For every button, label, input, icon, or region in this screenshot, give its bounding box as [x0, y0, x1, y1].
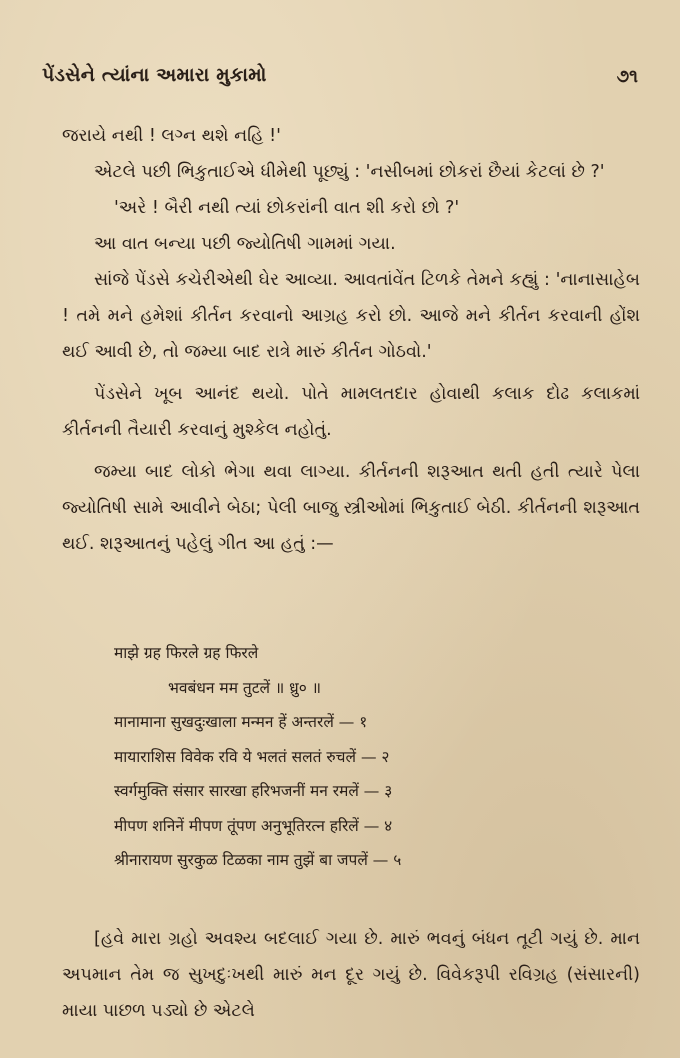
page-number: ૭૧	[616, 66, 638, 87]
paragraph: સાંજે પેંડસે કચેરીએથી ઘેર આવ્યા. આવતાંવેંત ટિળકે તેમને કહ્યું : 'નાનાસાહેબ ! તમે મને હમેશાં કીર્તન કરવાનો આગ્રહ કરો છો. આજે મને કીર્તન કરવાની હોંશ થઈ આવી છે, તો જમ્યા બાદ રાત્રે મારું કીર્તન ગોઠવો.'	[62, 270, 640, 362]
verse-refrain: भवबंधन मम तुटलें ॥ ध्रु० ॥	[168, 678, 321, 697]
after-verse-text	[62, 921, 640, 1029]
verse-line: मायाराशिस विवेक रवि ये भलतं सलतं रुचलें — २	[114, 747, 390, 766]
verse-line: श्रीनारायण सुरकुळ टिळका नाम तुझें बा जपलें — ५	[114, 851, 402, 869]
paragraph: જમ્યા બાદ લોકો ભેગા થવા લાગ્યા. કીર્તનની શરૂઆત થતી હતી ત્યારે પેલા જ્યોતિષી સામે આવીને બેઠા; પેલી બાજુ સ્ત્રીઓમાં ભિકુતાઈ બેઠી. કીર્તનની શરૂઆત થઈ. શરૂઆતનું પહેલું ગીત આ હતું :—	[62, 462, 640, 554]
body-text	[62, 118, 640, 562]
paragraph: [હવે મારા ગ્રહો અવશ્ય બદલાઈ ગયા છે. મારું ભવનું બંધન તૂટી ગયું છે. માન અપમાન તેમ જ સુખદુઃખથી મારું મન દૂર ગયું છે. વિવેકરૂપી રવિગ્રહ (સંસારની) માયા પાછળ પડ્યો છે એટલે	[62, 929, 640, 1021]
verse-line: माझे ग्रह फिरले ग्रह फिरले	[114, 644, 259, 662]
paragraph: એટલે પછી ભિકુતાઈએ ધીમેથી પૂછ્યું : 'નસીબમાં છોકરાં છૈયાં કેટલાં છે ?'	[94, 162, 605, 182]
page-header	[42, 64, 638, 100]
paragraph: જરાયે નથી ! લગ્ન થશે નહિ !'	[62, 126, 281, 146]
running-title: પેંડસેને ત્યાંના અમારા મુકામો	[42, 64, 267, 86]
paragraph: આ વાત બન્યા પછી જ્યોતિષી ગામમાં ગયા.	[94, 234, 396, 254]
verse-line: मीपण शनिनें मीपण तूंपण अनुभूतिरत्न हरिलें — ४	[114, 816, 393, 835]
verse-line: मानामाना सुखदुःखाला मन्मन हें अन्तरलें — १	[114, 713, 368, 731]
verse-block	[114, 636, 594, 878]
verse-line: स्वर्गमुक्ति संसार सारखा हरिभजनीं मन रमलें — ३	[114, 782, 393, 800]
paragraph: 'અરે ! બૈરી નથી ત્યાં છોકરાંની વાત શી કરો છો ?'	[114, 198, 460, 218]
paragraph: પેંડસેને ખૂબ આનંદ થયો. પોતે મામલતદાર હોવાથી કલાક દોઢ કલાકમાં કીર્તનની તૈયારી કરવાનું મુશ્કેલ નહોતું.	[62, 384, 640, 440]
